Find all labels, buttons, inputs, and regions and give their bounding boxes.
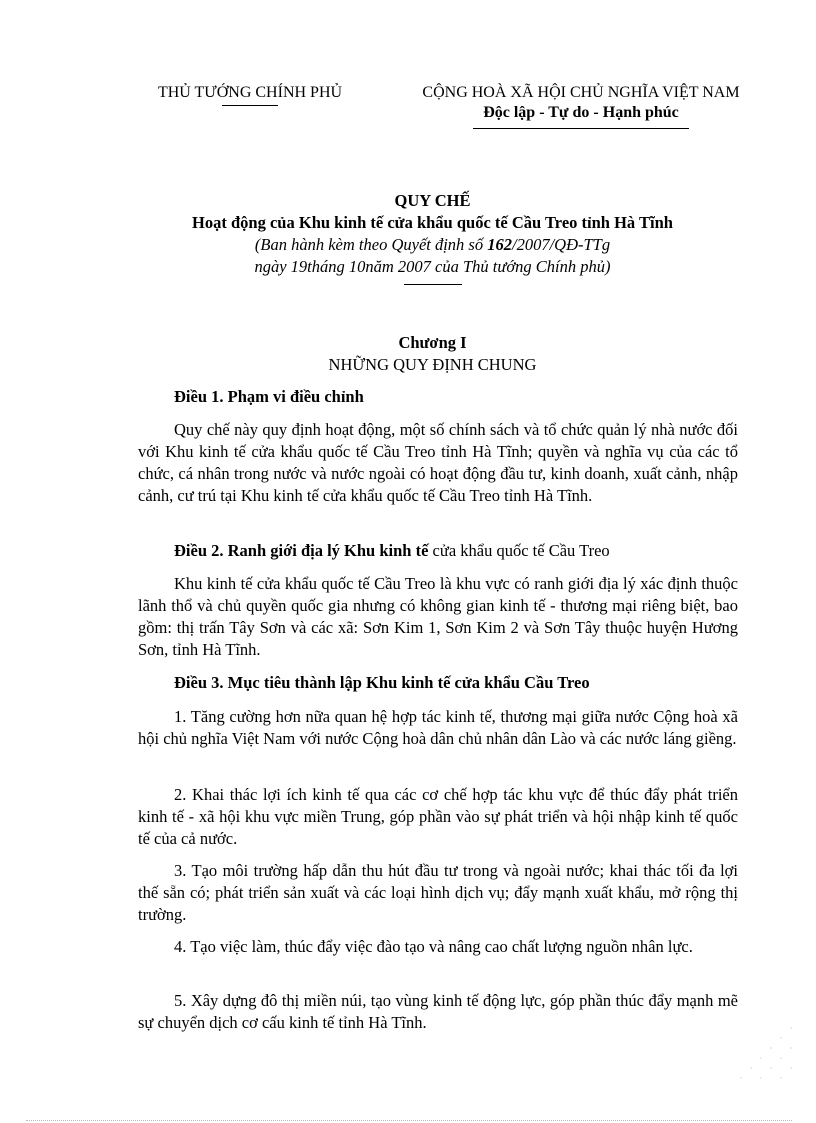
header-right	[385, 84, 777, 129]
article-3-item: 5. Xây dựng đô thị miền núi, tạo vùng kinh tế động lực, góp phần thúc đẩy mạnh mẽ sự chuyển dịch cơ cấu kinh tế tỉnh Hà Tĩnh.	[138, 991, 738, 1032]
chapter-label: Chương I	[398, 333, 467, 352]
article-3-item: 2. Khai thác lợi ích kinh tế qua các cơ chế hợp tác khu vực để thúc đẩy phát triển kinh tế - xã hội khu vực miền Trung, góp phần vào sự phát triển và hội nhập kinh tế quốc tế của cả nước.	[138, 785, 738, 848]
article-3-title: Điều 3. Mục tiêu thành lập Khu kinh tế cửa khẩu Cầu Treo	[174, 673, 590, 692]
title-divider	[404, 284, 462, 285]
national-title: CỘNG HOÀ XÃ HỘI CHỦ NGHĨA VIỆT NAM	[422, 84, 740, 101]
issuance-suffix: /2007/QĐ-TTg	[511, 235, 611, 254]
issuing-authority: THỦ TƯỚNG CHÍNH PHỦ	[157, 84, 343, 101]
header-right-underline	[473, 128, 689, 129]
national-motto: Độc lập - Tự do - Hạnh phúc	[483, 104, 679, 121]
header-left-underline	[222, 105, 278, 106]
chapter-name: NHỮNG QUY ĐỊNH CHUNG	[328, 355, 537, 374]
article-2-title-bold: Điều 2. Ranh giới địa lý Khu kinh tế	[174, 541, 429, 560]
decision-number: 162	[487, 235, 512, 254]
corner-dots-decoration	[736, 1023, 796, 1083]
issuance-date: ngày 19tháng 10năm 2007 của Thủ tướng Chính phủ)	[254, 257, 611, 276]
article-3-item: 3. Tạo môi trường hấp dẫn thu hút đầu tư trong và ngoài nước; khai thác tối đa lợi thế sẵn có; phát triển sản xuất và các loại hình dịch vụ; đẩy mạnh xuất khẩu, mở rộng thị trường.	[138, 861, 738, 924]
article-2-text: Khu kinh tế cửa khẩu quốc tế Cầu Treo là khu vực có ranh giới địa lý xác định thuộc lãnh thổ và chủ quyền quốc gia nhưng có không gian kinh tế - thương mại riêng biệt, bao gồm: thị trấn Tây Sơn và các xã: Sơn Kim 1, Sơn Kim 2 và Sơn Tây thuộc huyện Hương Sơn, tỉnh Hà Tĩnh.	[138, 574, 738, 659]
header-left	[130, 84, 370, 106]
issuance-prefix: (Ban hành kèm theo Quyết định số	[254, 235, 488, 254]
page-bottom-border	[26, 1120, 792, 1121]
article-3-item: 1. Tăng cường hơn nữa quan hệ hợp tác kinh tế, thương mại giữa nước Cộng hoà xã hội chủ nghĩa Việt Nam với nước Cộng hoà dân chủ nhân dân Lào và các nước láng giềng.	[138, 707, 738, 748]
issuance-note	[130, 234, 735, 256]
article-1-title: Điều 1. Phạm vi điều chỉnh	[174, 387, 364, 406]
document-subtitle: Hoạt động của Khu kinh tế cửa khẩu quốc tế Cầu Treo tỉnh Hà Tĩnh	[192, 213, 673, 232]
document-heading: QUY CHẾ	[394, 191, 471, 210]
document-title-block	[130, 190, 735, 285]
article-2-title	[174, 540, 610, 562]
chapter-heading	[130, 332, 735, 376]
article-1-text: Quy chế này quy định hoạt động, một số chính sách và tổ chức quản lý nhà nước đối với Khu kinh tế cửa khẩu quốc tế Cầu Treo tỉnh Hà Tĩnh; quyền và nghĩa vụ của các tổ chức, cá nhân trong nước và nước ngoài có hoạt động đầu tư, kinh doanh, xuất cảnh, nhập cảnh, cư trú tại Khu kinh tế cửa khẩu quốc tế Cầu Treo tỉnh Hà Tĩnh.	[138, 420, 738, 505]
article-3-item: 4. Tạo việc làm, thúc đẩy việc đào tạo và nâng cao chất lượng nguồn nhân lực.	[174, 937, 693, 956]
article-2-title-rest: cửa khẩu quốc tế Cầu Treo	[428, 541, 610, 560]
